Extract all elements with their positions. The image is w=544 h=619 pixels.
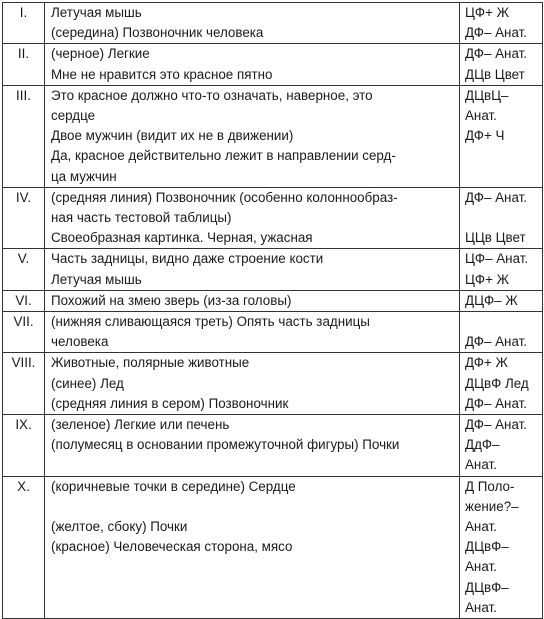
description-line: (желтое, сбоку) Почки	[51, 518, 188, 534]
description-line: Летучая мышь	[51, 5, 142, 20]
code-line: Анат.	[465, 457, 497, 473]
code-line: ЦФ+ Ж	[465, 5, 509, 20]
response-description	[45, 3, 460, 44]
response-description	[45, 85, 460, 187]
code-line: ДФ– Анат.	[465, 25, 527, 41]
description-line: Да, красное действительно лежит в направлении серд-	[51, 148, 396, 164]
code-line: ДФ– Анат.	[465, 395, 527, 411]
scoring-code	[460, 249, 543, 290]
table-row	[3, 353, 543, 415]
table-row	[3, 312, 543, 353]
response-description	[45, 312, 460, 353]
code-line: ДЦв Цвет	[465, 66, 525, 82]
card-number: IX.	[3, 415, 45, 477]
card-number: III.	[3, 85, 45, 187]
description-line: (черное) Легкие	[51, 46, 150, 62]
description-line: Это красное должно что-то означать, наверное, это	[51, 87, 373, 103]
card-number: IV.	[3, 187, 45, 249]
code-line: ЦФ+ Ж	[465, 271, 509, 287]
rorschach-response-table	[2, 2, 543, 619]
code-line: ДФ+ Ж	[465, 355, 508, 371]
description-line: Мне не нравится это красное пятно	[51, 66, 273, 82]
description-line: (полумесяц в основании промежуточной фигуры) Почки	[51, 437, 400, 453]
scoring-code	[460, 290, 543, 311]
description-line: (зеленое) Легкие или печень	[51, 417, 230, 433]
response-description	[45, 187, 460, 249]
description-line: (средняя линия в сером) Позвоночник	[51, 395, 289, 411]
scoring-code	[460, 44, 543, 85]
code-line: Анат.	[465, 599, 497, 615]
card-number: X.	[3, 476, 45, 618]
code-line: ДЦФ– Ж	[465, 292, 518, 308]
code-line: ЦФ– Анат.	[465, 251, 529, 267]
code-line: ДФ– Анат.	[465, 46, 527, 62]
table-row	[3, 3, 543, 44]
card-number: V.	[3, 249, 45, 290]
description-line: человека	[51, 334, 109, 350]
table-body	[3, 3, 543, 619]
table-row	[3, 415, 543, 477]
code-line: ДЦвФ–	[465, 579, 509, 595]
code-line: ДЦвЦ–	[465, 87, 509, 103]
description-line: (середина) Позвоночник человека	[51, 25, 264, 41]
code-line: ДЦвФ–	[465, 539, 509, 555]
card-number: VIII.	[3, 353, 45, 415]
description-line: (синее) Лед	[51, 375, 124, 391]
code-line: ДдФ–	[465, 437, 500, 453]
card-number: I.	[3, 3, 45, 44]
card-number: II.	[3, 44, 45, 85]
code-line: ДФ– Анат.	[465, 417, 527, 433]
code-line: ДФ– Анат.	[465, 189, 527, 205]
code-line: Анат.	[465, 108, 497, 124]
table-row	[3, 290, 543, 311]
description-line: (красное) Человеческая сторона, мясо	[51, 539, 293, 555]
code-line: ЦЦв Цвет	[465, 230, 526, 246]
code-line: Анат.	[465, 559, 497, 575]
description-line: ная часть тестовой таблицы)	[51, 210, 232, 226]
response-description	[45, 249, 460, 290]
code-line: ДФ+ Ч	[465, 128, 505, 144]
description-line: Двое мужчин (видит их не в движении)	[51, 128, 294, 144]
description-line: (нижняя сливающаяся треть) Опять часть задницы	[51, 314, 370, 330]
description-line: Животные, полярные животные	[51, 355, 250, 371]
table-row	[3, 187, 543, 249]
card-number: VI.	[3, 290, 45, 311]
scoring-code	[460, 415, 543, 477]
description-line: Похожий на змею зверь (из-за головы)	[51, 292, 292, 308]
scoring-code	[460, 312, 543, 353]
description-line	[51, 497, 456, 517]
code-line	[465, 208, 540, 228]
code-line: Д Поло-	[465, 478, 515, 494]
table-row	[3, 85, 543, 187]
response-description	[45, 415, 460, 477]
scoring-code	[460, 85, 543, 187]
response-description	[45, 476, 460, 618]
response-description	[45, 44, 460, 85]
scoring-code	[460, 476, 543, 618]
description-line: ца мужчин	[51, 168, 117, 184]
code-line	[465, 312, 540, 332]
code-line: ДФ– Анат.	[465, 334, 527, 350]
response-description	[45, 353, 460, 415]
table-row	[3, 476, 543, 618]
description-line: (средняя линия) Позвоночник (особенно колоннообраз-	[51, 189, 398, 205]
table-row	[3, 44, 543, 85]
scoring-code	[460, 3, 543, 44]
card-number: VII.	[3, 312, 45, 353]
code-line: ДЦвФ Лед	[465, 375, 529, 391]
description-line: Часть задницы, видно даже строение кости	[51, 251, 324, 267]
description-line: (коричневые точки в середине) Сердце	[51, 478, 296, 494]
response-description	[45, 290, 460, 311]
scoring-code	[460, 353, 543, 415]
description-line: сердце	[51, 108, 96, 124]
description-line: Своеобразная картинка. Черная, ужасная	[51, 230, 313, 246]
table-row	[3, 249, 543, 290]
scoring-code	[460, 187, 543, 249]
description-line: Летучая мышь	[51, 271, 142, 287]
code-line: жение?–	[465, 498, 519, 514]
code-line: Анат.	[465, 519, 497, 535]
